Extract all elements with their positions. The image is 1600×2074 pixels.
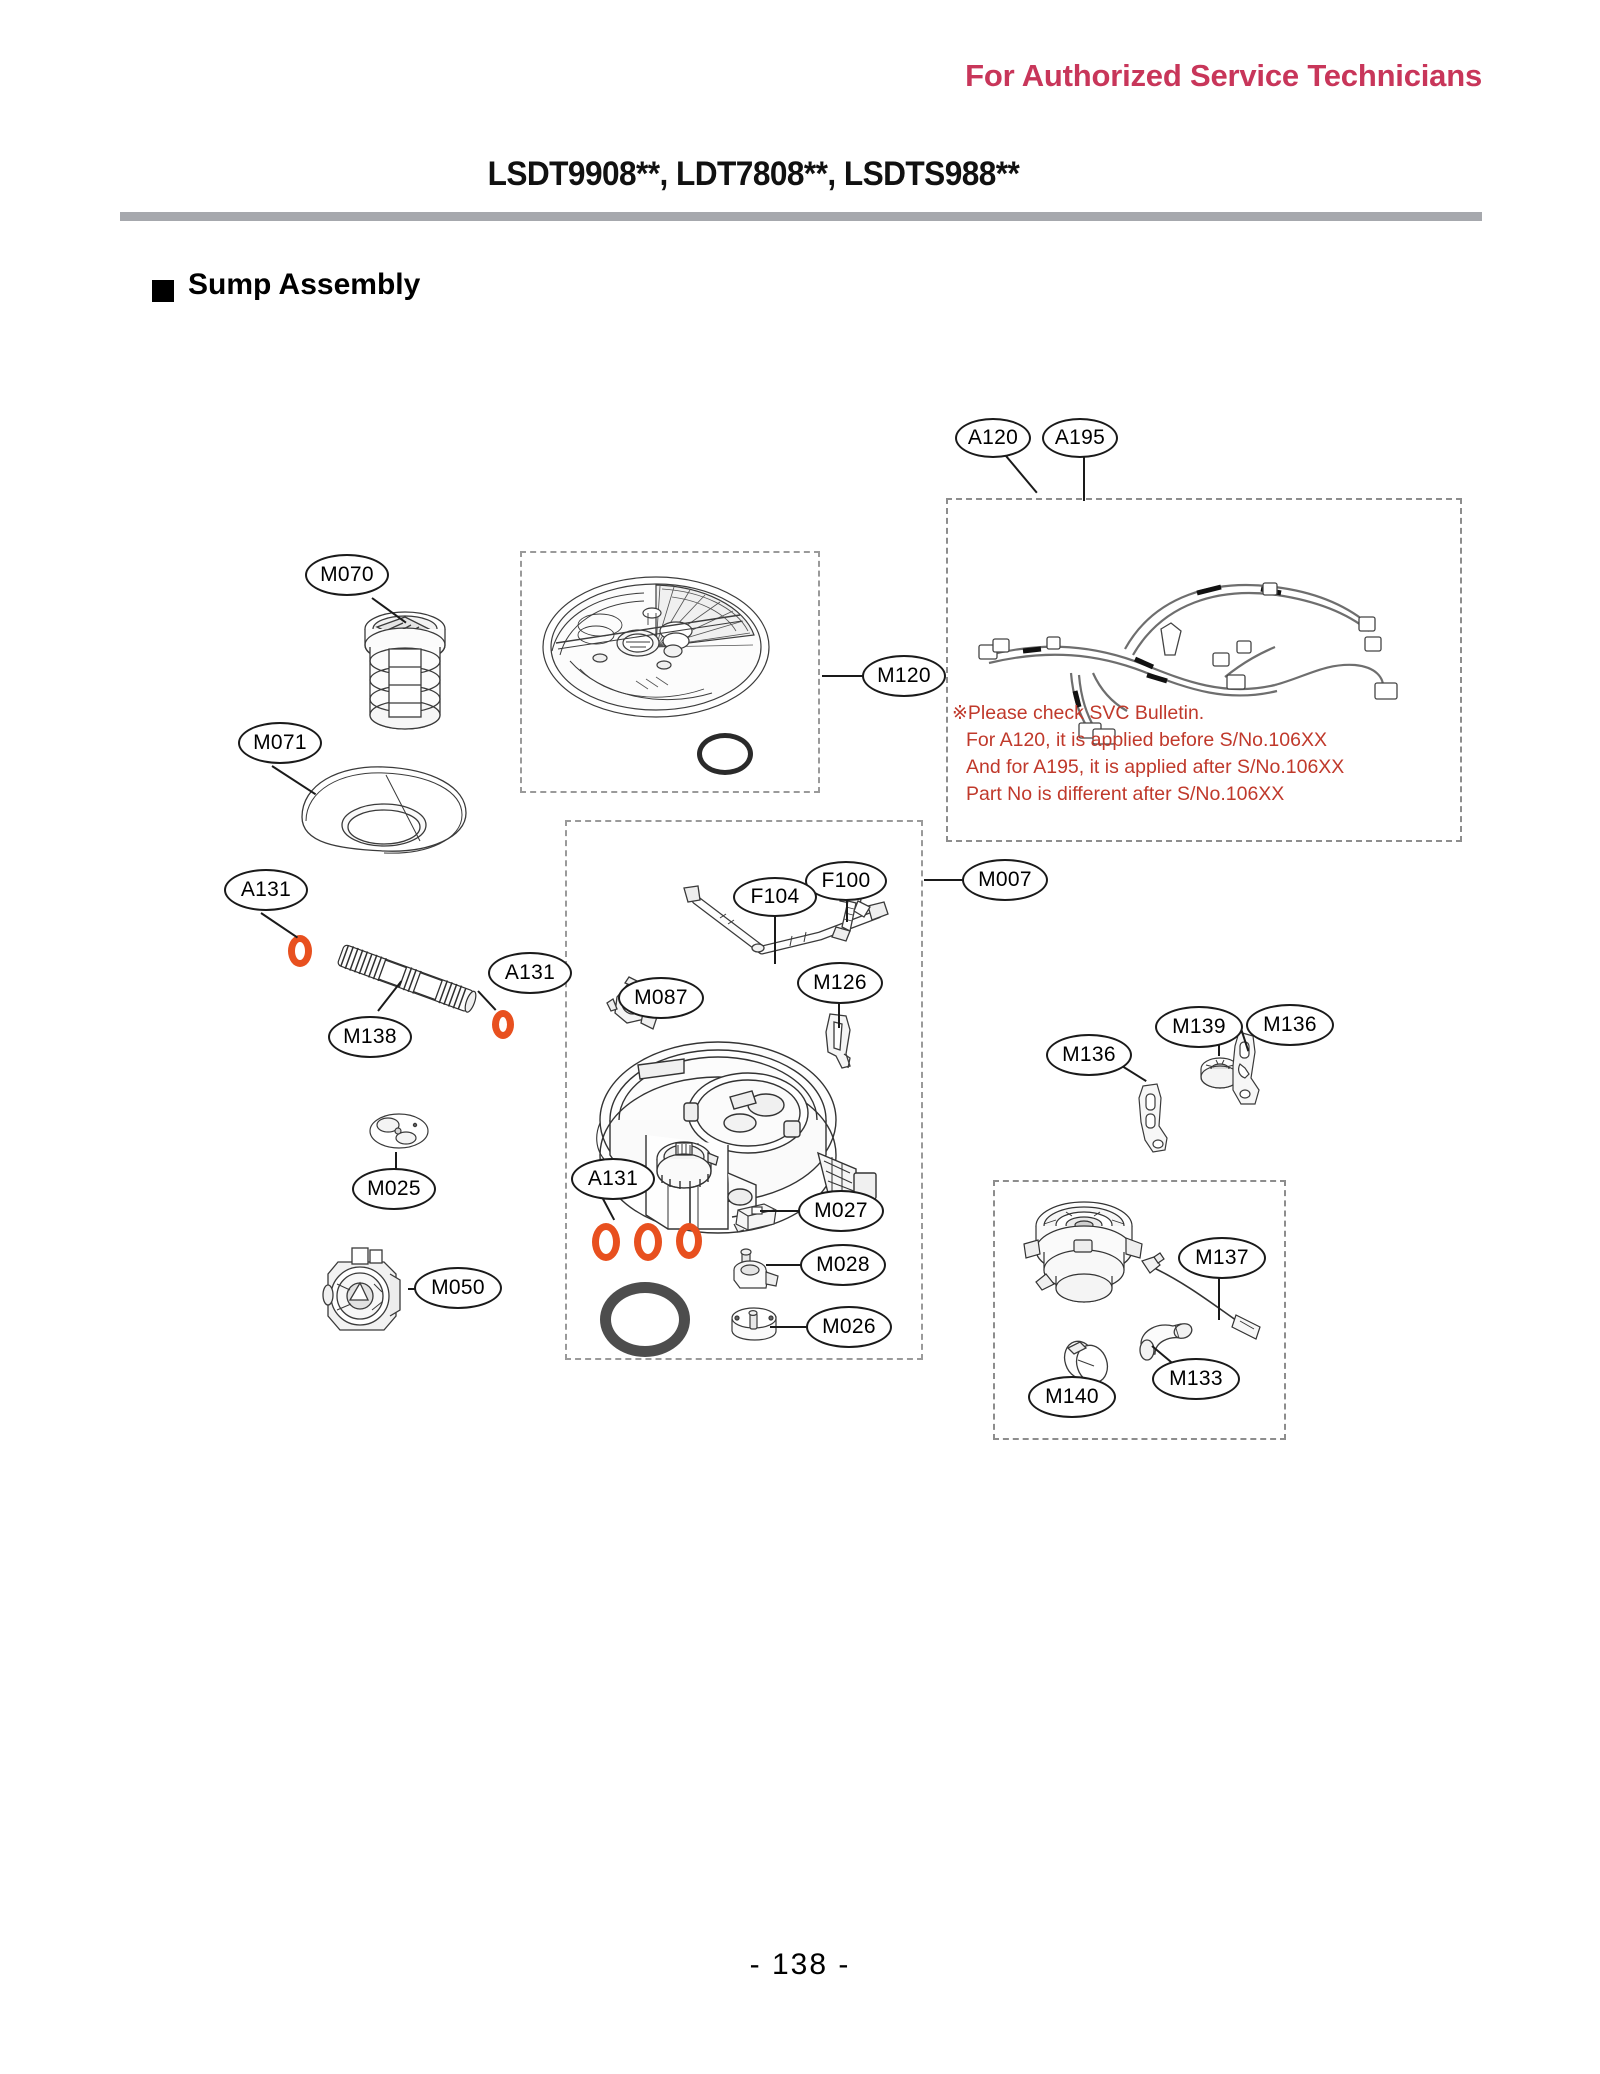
callout-m138[interactable]: M138 bbox=[328, 1016, 412, 1058]
leader-m027 bbox=[760, 1210, 802, 1212]
callout-m133[interactable]: M133 bbox=[1152, 1358, 1240, 1400]
leader-a131-left bbox=[260, 912, 298, 938]
callout-m140[interactable]: M140 bbox=[1028, 1376, 1116, 1418]
square-bullet-icon bbox=[152, 280, 174, 302]
part-illustration-m025 bbox=[368, 1110, 430, 1152]
callout-a131-mid[interactable]: A131 bbox=[488, 952, 572, 994]
callout-f104[interactable]: F104 bbox=[733, 877, 817, 917]
authorized-technicians-notice: For Authorized Service Technicians bbox=[965, 58, 1482, 93]
leader-a195 bbox=[1083, 455, 1085, 501]
part-illustration-m070 bbox=[345, 605, 465, 740]
callout-m120[interactable]: M120 bbox=[862, 655, 946, 697]
leader-m026 bbox=[770, 1326, 810, 1328]
page-number: - 138 - bbox=[749, 1948, 851, 1981]
svc-note-line-1 bbox=[952, 700, 1422, 727]
part-illustration-m028 bbox=[728, 1248, 784, 1300]
model-numbers-title: LSDT9908**, LDT7808**, LSDTS988** bbox=[487, 155, 1020, 193]
callout-m126[interactable]: M126 bbox=[797, 962, 883, 1004]
callout-m007[interactable]: M007 bbox=[962, 859, 1048, 901]
callout-f100[interactable]: F100 bbox=[805, 861, 887, 901]
part-illustration-impeller-housing bbox=[648, 1135, 720, 1197]
leader-a131-mid bbox=[477, 990, 496, 1010]
reference-mark-icon: ※ bbox=[952, 703, 968, 724]
callout-m139[interactable]: M139 bbox=[1155, 1006, 1243, 1048]
leader-f104 bbox=[774, 916, 776, 964]
part-illustration-m071 bbox=[280, 755, 480, 863]
callout-a195[interactable]: A195 bbox=[1042, 418, 1118, 458]
callout-m026[interactable]: M026 bbox=[806, 1306, 892, 1348]
svc-note-line-4: Part No is different after S/No.106XX bbox=[966, 783, 1285, 805]
part-illustration-a131-c3 bbox=[676, 1223, 702, 1259]
callout-m025[interactable]: M025 bbox=[352, 1168, 436, 1210]
callout-a131-left[interactable]: A131 bbox=[224, 869, 308, 911]
part-illustration-a131-mid bbox=[492, 1010, 514, 1039]
leader-m126 bbox=[838, 1000, 840, 1028]
leader-m120 bbox=[822, 675, 866, 677]
callout-m071[interactable]: M071 bbox=[238, 722, 322, 764]
callout-m027[interactable]: M027 bbox=[798, 1190, 884, 1232]
callout-m050[interactable]: M050 bbox=[414, 1267, 502, 1309]
part-illustration-wash-motor bbox=[1022, 1196, 1152, 1311]
callout-m137[interactable]: M137 bbox=[1178, 1237, 1266, 1279]
part-illustration-a131-c2 bbox=[634, 1223, 662, 1261]
svc-note-line-3: And for A195, it is applied after S/No.106XX bbox=[966, 756, 1345, 778]
leader-m137 bbox=[1218, 1278, 1220, 1320]
part-illustration-m027 bbox=[730, 1198, 782, 1238]
header-divider-rule bbox=[120, 212, 1482, 221]
svc-note-text-1: Please check SVC Bulletin. bbox=[967, 702, 1205, 724]
leader-a120 bbox=[1005, 455, 1037, 493]
part-illustration-sump-gasket bbox=[600, 1282, 690, 1357]
part-illustration-m050 bbox=[310, 1240, 415, 1345]
part-illustration-m120 bbox=[540, 573, 772, 721]
callout-a120[interactable]: A120 bbox=[955, 418, 1031, 458]
callout-m028[interactable]: M028 bbox=[800, 1244, 886, 1286]
part-illustration-a131-left bbox=[288, 935, 312, 967]
part-illustration-m138 bbox=[330, 945, 480, 1015]
page-title: Sump Assembly bbox=[188, 268, 421, 301]
callout-m136-left[interactable]: M136 bbox=[1046, 1034, 1132, 1076]
callout-m087[interactable]: M087 bbox=[618, 977, 704, 1019]
callout-m136-right[interactable]: M136 bbox=[1246, 1004, 1334, 1046]
callout-a131-center[interactable]: A131 bbox=[571, 1158, 655, 1200]
svc-bulletin-note bbox=[952, 700, 1422, 808]
leader-f100 bbox=[846, 900, 848, 922]
part-illustration-m136-left bbox=[1135, 1082, 1175, 1154]
part-illustration-a131-c1 bbox=[592, 1223, 620, 1261]
svc-note-line-2: For A120, it is applied before S/No.106XX bbox=[966, 729, 1327, 751]
leader-m028 bbox=[766, 1264, 804, 1266]
part-illustration-m120-gasket bbox=[697, 733, 753, 775]
callout-m070[interactable]: M070 bbox=[305, 554, 389, 596]
